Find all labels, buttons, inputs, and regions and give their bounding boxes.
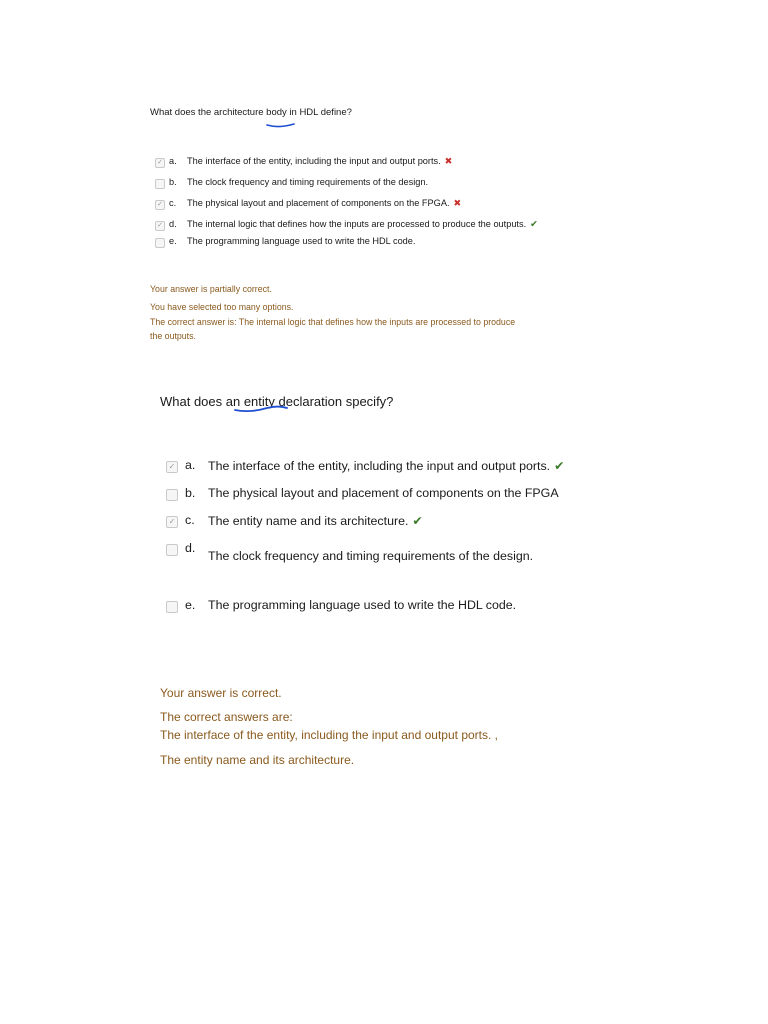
q2-option-d-checkbox[interactable]: [166, 544, 178, 556]
q2-correct-answer-2: The entity name and its architecture.: [160, 753, 355, 767]
incorrect-cross-icon: ✖: [444, 156, 453, 166]
q1-option-c-checkbox[interactable]: ✓: [155, 200, 165, 210]
q1-option-b-checkbox[interactable]: [155, 179, 165, 189]
q1-option-d-text: The internal logic that defines how the inputs are processed to produce the outputs. ✔: [187, 219, 538, 229]
q2-option-e-letter: e.: [185, 598, 196, 612]
correct-check-icon: ✔: [412, 514, 423, 528]
q2-option-b-checkbox[interactable]: [166, 489, 178, 501]
incorrect-cross-icon: ✖: [453, 198, 462, 208]
q2-option-b-text: The physical layout and placement of components on the FPGA: [208, 486, 559, 500]
q2-option-e-checkbox[interactable]: [166, 601, 178, 613]
q2-option-c-checkbox[interactable]: ✓: [166, 516, 178, 528]
q2-option-b-letter: b.: [185, 486, 196, 500]
q2-correct-answers-header: The correct answers are:: [160, 710, 293, 724]
q1-option-b-letter: b.: [169, 177, 177, 187]
q1-correct-answer-line2: the outputs.: [150, 331, 196, 341]
q1-option-d-checkbox[interactable]: ✓: [155, 221, 165, 231]
q2-option-d-text: The clock frequency and timing requirements of the design.: [208, 549, 534, 563]
q1-feedback-note: You have selected too many options.: [150, 302, 294, 312]
q2-option-c-text: The entity name and its architecture. ✔: [208, 514, 423, 528]
q1-option-a-letter: a.: [169, 156, 177, 166]
q1-option-b-text: The clock frequency and timing requirements of the design.: [187, 177, 429, 187]
q2-option-e-text: The programming language used to write the HDL code.: [208, 598, 517, 612]
pen-underline-2: [233, 402, 289, 414]
q1-option-c-text: The physical layout and placement of components on the FPGA. ✖: [187, 198, 462, 208]
correct-check-icon: ✔: [530, 219, 538, 229]
q1-feedback-status: Your answer is partially correct.: [150, 284, 272, 294]
question-2-prompt: What does an entity declaration specify?: [160, 394, 394, 409]
q2-option-a-letter: a.: [185, 458, 196, 472]
q2-feedback-status: Your answer is correct.: [160, 686, 282, 700]
q1-option-a-checkbox[interactable]: ✓: [155, 158, 165, 168]
q1-option-a-text: The interface of the entity, including the input and output ports. ✖: [187, 156, 453, 166]
correct-check-icon: ✔: [554, 459, 565, 473]
question-1-prompt: What does the architecture body in HDL define?: [150, 107, 352, 118]
q1-option-e-checkbox[interactable]: [155, 238, 165, 248]
pen-underline-1: [266, 121, 296, 129]
q1-option-d-letter: d.: [169, 219, 177, 229]
q1-correct-answer-line1: The correct answer is: The internal logic that defines how the inputs are processed to produce: [150, 317, 516, 327]
q2-option-c-letter: c.: [185, 513, 195, 527]
q1-option-e-letter: e.: [169, 236, 177, 246]
q2-option-a-checkbox[interactable]: ✓: [166, 461, 178, 473]
q1-option-e-text: The programming language used to write the HDL code.: [187, 236, 416, 246]
q2-correct-answer-1: The interface of the entity, including the input and output ports. ,: [160, 728, 498, 742]
q1-option-c-letter: c.: [169, 198, 177, 208]
q2-option-d-letter: d.: [185, 541, 196, 555]
q2-option-a-text: The interface of the entity, including the input and output ports. ✔: [208, 459, 565, 473]
